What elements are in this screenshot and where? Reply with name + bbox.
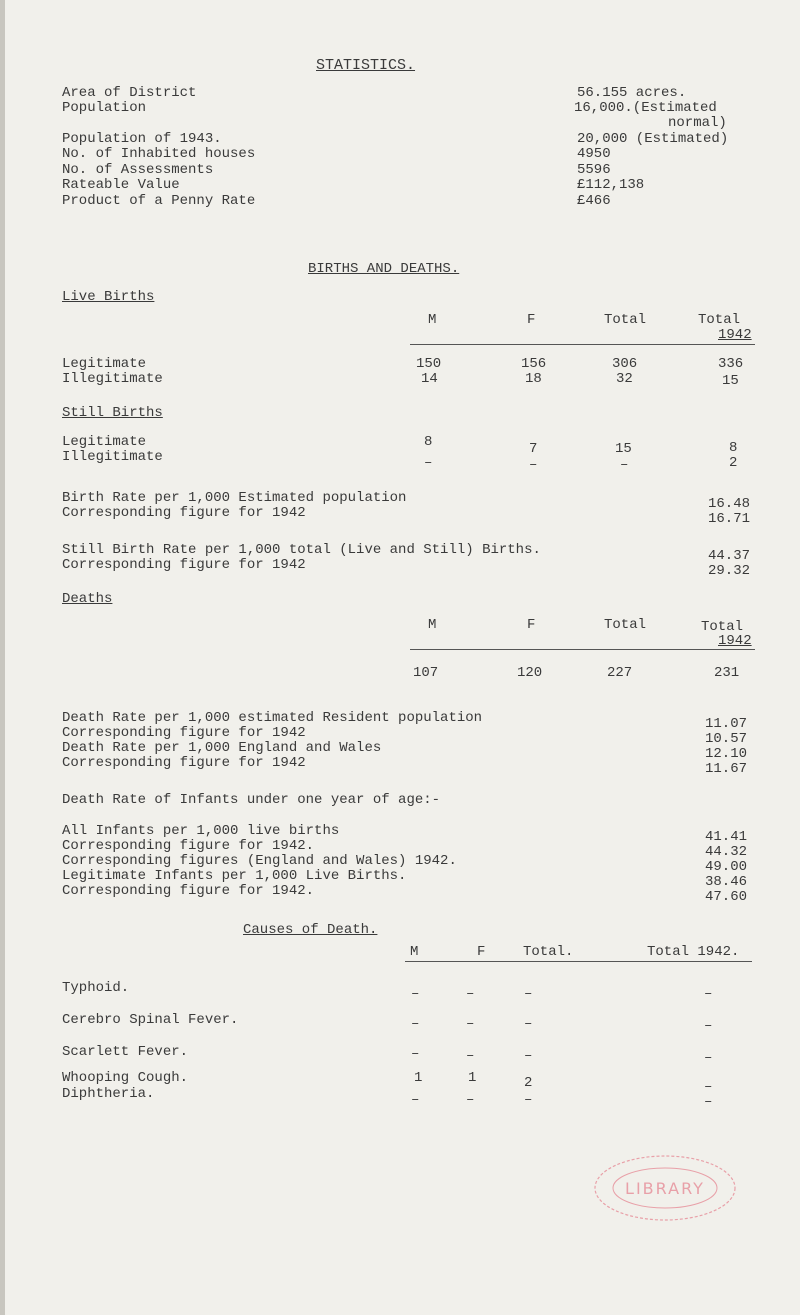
infant-rate-value: 47.60 (705, 889, 748, 905)
cause-m: – (411, 1016, 420, 1032)
district-label: Rateable Value (62, 177, 180, 193)
cause-total-1942: – (704, 1079, 713, 1095)
cell-total-1942: 336 (718, 356, 744, 372)
causes-col-m: M (410, 944, 419, 960)
infant-rate-value: 49.00 (705, 859, 748, 875)
deaths-f: 120 (517, 665, 543, 681)
cause-label: Whooping Cough. (62, 1070, 189, 1086)
infant-rate-label: Legitimate Infants per 1,000 Live Births. (62, 868, 407, 884)
cell-m: 150 (416, 356, 442, 372)
district-label: Population of 1943. (62, 131, 222, 147)
cell-f: – (529, 457, 538, 473)
cause-total-1942: – (704, 1018, 713, 1034)
cell-total: 15 (615, 441, 632, 457)
death-rate-label: Death Rate per 1,000 England and Wales (62, 740, 382, 756)
cell-total: – (620, 457, 629, 473)
still-birth-rate-label: Corresponding figure for 1942 (62, 557, 306, 573)
cause-label: Cerebro Spinal Fever. (62, 1012, 239, 1028)
cause-total: – (524, 1016, 533, 1032)
death-rate-value: 11.07 (705, 716, 748, 732)
causes-heading: Causes of Death. (243, 922, 378, 938)
district-value: £112,138 (577, 177, 645, 193)
cell-m: 14 (421, 371, 438, 387)
cause-total-1942: – (704, 1094, 713, 1110)
col-header-year: 1942 (718, 633, 752, 649)
cause-f: – (466, 1092, 475, 1108)
cause-f: – (466, 1016, 475, 1032)
col-header-f: F (527, 617, 536, 633)
infant-rate-value: 38.46 (705, 874, 748, 890)
birth-rate-label: Corresponding figure for 1942 (62, 505, 306, 521)
cell-total: 32 (616, 371, 633, 387)
district-value: 4950 (577, 146, 611, 162)
cell-total: 306 (612, 356, 638, 372)
death-rate-label: Death Rate per 1,000 estimated Resident population (62, 710, 483, 726)
cause-f: 1 (468, 1070, 477, 1086)
cell-m: 8 (424, 434, 433, 450)
cause-total-1942: – (704, 986, 713, 1002)
causes-col-f: F (477, 944, 486, 960)
cause-m: 1 (414, 1070, 423, 1086)
cause-total: – (524, 1092, 533, 1108)
stamp-text: LIBRARY (625, 1179, 705, 1198)
library-stamp (590, 1150, 740, 1225)
district-label: No. of Assessments (62, 162, 214, 178)
birth-rate-value: 16.48 (708, 496, 751, 512)
infant-rate-label: Corresponding figure for 1942. (62, 838, 315, 854)
district-value: 5596 (577, 162, 611, 178)
cause-label: Diphtheria. (62, 1086, 155, 1102)
district-label: Product of a Penny Rate (62, 193, 256, 209)
still-birth-rate-label: Still Birth Rate per 1,000 total (Live and Still) Births. (62, 542, 541, 558)
row-label: Legitimate (62, 434, 147, 450)
cause-m: – (411, 1046, 420, 1062)
row-label: Legitimate (62, 356, 147, 372)
page-title: STATISTICS. (316, 57, 416, 74)
still-birth-rate-value: 29.32 (708, 563, 751, 579)
col-header-total-1942: Total (701, 619, 744, 635)
col-header-total: Total (604, 617, 647, 633)
causes-col-total: Total. (523, 944, 574, 960)
district-value: £466 (577, 193, 611, 209)
cell-f: 7 (529, 441, 538, 457)
cause-m: – (411, 1092, 420, 1108)
header-rule (405, 961, 752, 962)
row-label: Illegitimate (62, 449, 163, 465)
cell-total-1942: 8 (729, 440, 738, 456)
infant-rate-label: Corresponding figures (England and Wales) 1942. (62, 853, 457, 869)
infant-rate-value: 44.32 (705, 844, 748, 860)
cause-label: Scarlett Fever. (62, 1044, 189, 1060)
col-header-f: F (527, 312, 536, 328)
death-rate-label: Corresponding figure for 1942 (62, 725, 306, 741)
district-label: No. of Inhabited houses (62, 146, 256, 162)
cell-f: 18 (525, 371, 542, 387)
district-value: normal) (668, 115, 727, 131)
live-births-heading: Live Births (62, 289, 155, 305)
birth-rate-value: 16.71 (708, 511, 751, 527)
district-value: 16,000.(Estimated (574, 100, 717, 116)
infant-heading: Death Rate of Infants under one year of age:- (62, 792, 441, 808)
death-rate-value: 10.57 (705, 731, 748, 747)
row-label: Illegitimate (62, 371, 163, 387)
cause-f: – (466, 1048, 475, 1064)
district-value: 20,000 (Estimated) (577, 131, 729, 147)
causes-col-total-1942: Total 1942. (647, 944, 740, 960)
district-label: Area of District (62, 85, 197, 101)
deaths-total-1942: 231 (714, 665, 740, 681)
col-header-total: Total (604, 312, 647, 328)
still-births-heading: Still Births (62, 405, 163, 421)
infant-rate-value: 41.41 (705, 829, 748, 845)
cause-total: – (524, 1048, 533, 1064)
deaths-heading: Deaths (62, 591, 113, 607)
cause-f: – (466, 986, 475, 1002)
cause-total: – (524, 986, 533, 1002)
header-rule (410, 344, 755, 345)
infant-rate-label: Corresponding figure for 1942. (62, 883, 315, 899)
cell-total-1942: 15 (722, 373, 739, 389)
deaths-total: 227 (607, 665, 633, 681)
cause-label: Typhoid. (62, 980, 130, 996)
death-rate-value: 12.10 (705, 746, 748, 762)
col-header-total-1942: Total (698, 312, 741, 328)
col-header-year: 1942 (718, 327, 752, 343)
col-header-m: M (428, 617, 437, 633)
death-rate-value: 11.67 (705, 761, 748, 777)
cause-m: – (411, 986, 420, 1002)
cause-total-1942: – (704, 1050, 713, 1066)
cell-m: – (424, 455, 433, 471)
district-value: 56.155 acres. (577, 85, 687, 101)
cause-total: 2 (524, 1075, 533, 1091)
births-deaths-title: BIRTHS AND DEATHS. (308, 261, 460, 277)
birth-rate-label: Birth Rate per 1,000 Estimated population (62, 490, 407, 506)
cell-total-1942: 2 (729, 455, 738, 471)
cell-f: 156 (521, 356, 547, 372)
page-edge (0, 0, 5, 1315)
death-rate-label: Corresponding figure for 1942 (62, 755, 306, 771)
deaths-m: 107 (413, 665, 439, 681)
district-label: Population (62, 100, 147, 116)
infant-rate-label: All Infants per 1,000 live births (62, 823, 340, 839)
col-header-m: M (428, 312, 437, 328)
still-birth-rate-value: 44.37 (708, 548, 751, 564)
header-rule (410, 649, 755, 650)
